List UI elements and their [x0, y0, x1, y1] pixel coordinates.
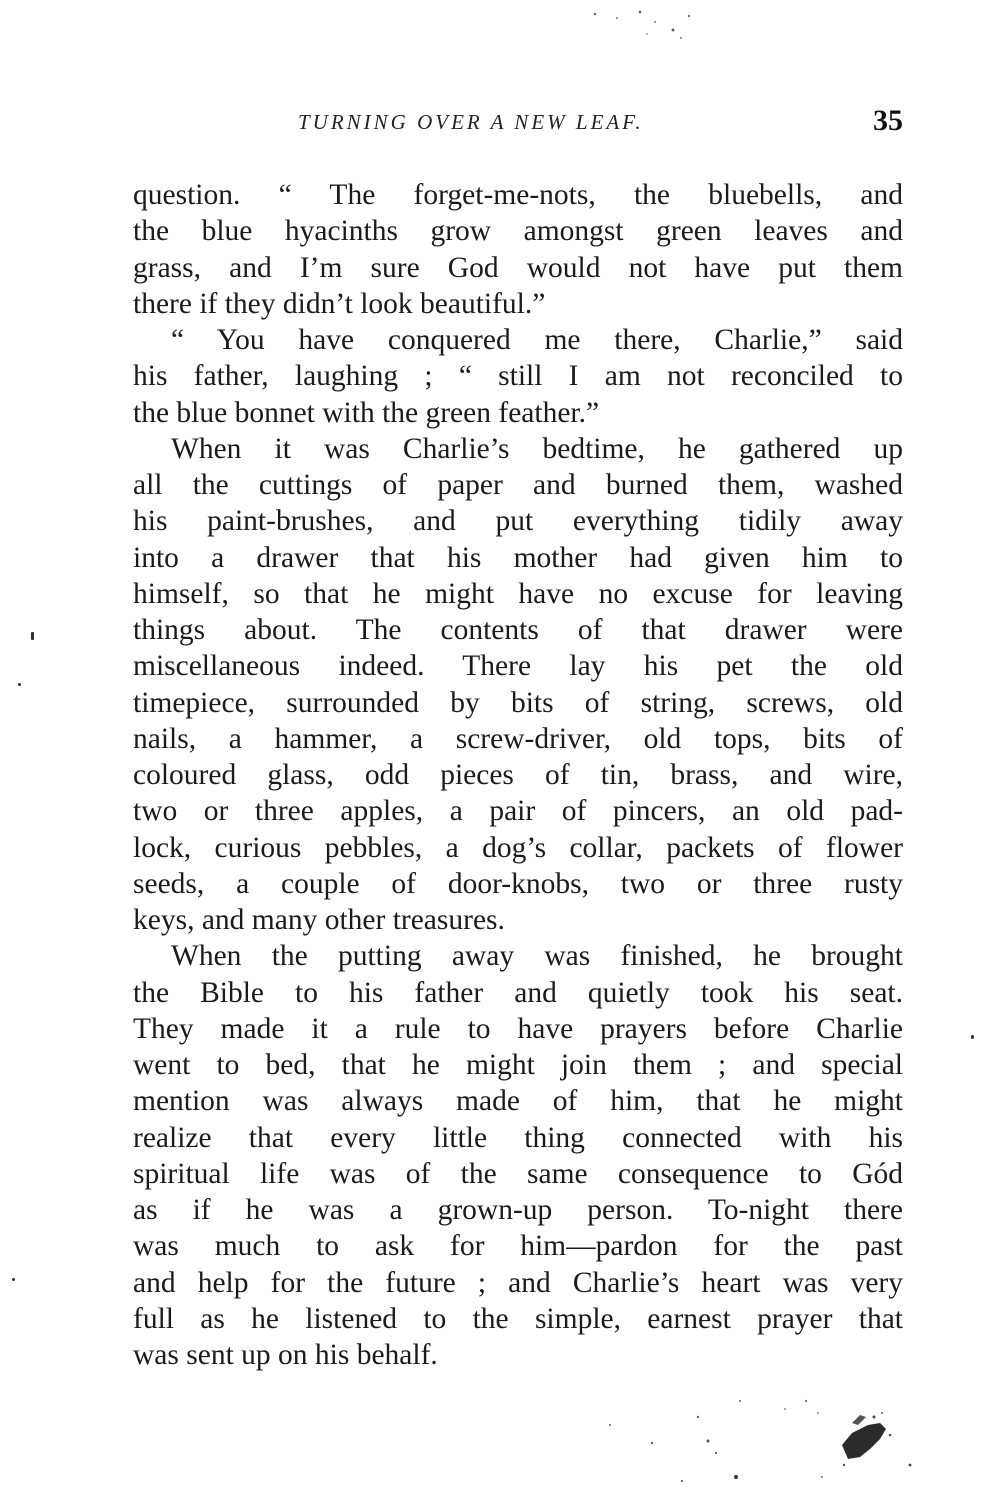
text-line: spiritual life was of the same consequence to Gód: [133, 1157, 903, 1190]
text-line: the Bible to his father and quietly took his seat.: [133, 976, 903, 1009]
top-speckle-smudge: [585, 8, 715, 48]
text-line: went to bed, that he might join them ; and special: [133, 1049, 903, 1081]
margin-speck: [31, 632, 34, 640]
text-line: keys, and many other treasures.: [133, 904, 505, 936]
text-line: all the cuttings of paper and burned them, washed: [133, 469, 903, 501]
text-line: full as he listened to the simple, earnest prayer that: [133, 1302, 903, 1335]
page-number: 35: [873, 104, 903, 137]
text-line: When the putting away was finished, he brought: [171, 940, 903, 973]
text-line: there if they didn’t look beautiful.”: [133, 287, 546, 320]
text-line: things about. The contents of that drawer were: [133, 614, 903, 646]
text-line: seeds, a couple of door-knobs, two or three rusty: [133, 867, 903, 900]
text-line: “ You have conquered me there, Charlie,” said: [171, 324, 903, 356]
text-line: the blue hyacinths grow amongst green leaves and: [133, 215, 903, 248]
bottom-ink-smudge: [590, 1395, 920, 1495]
text-line: miscellaneous indeed. There lay his pet the old: [133, 650, 903, 683]
text-line: coloured glass, odd pieces of tin, brass, and wire,: [133, 759, 903, 791]
text-line: was sent up on his behalf.: [133, 1339, 438, 1371]
text-line: mention was always made of him, that he might: [133, 1085, 903, 1118]
text-line: timepiece, surrounded by bits of string, screws, old: [133, 686, 903, 719]
text-line: nails, a hammer, a screw-driver, old tops, bits of: [133, 722, 903, 755]
text-line: grass, and I’m sure God would not have put them: [133, 251, 903, 284]
text-line: was much to ask for him—pardon for the past: [133, 1230, 903, 1263]
text-line: question. “ The forget-me-nots, the bluebells, and: [133, 179, 903, 211]
text-line: his paint-brushes, and put everything tidily away: [133, 505, 903, 538]
text-line: his father, laughing ; “ still I am not reconciled to: [133, 360, 903, 393]
text-line: realize that every little thing connected with his: [133, 1121, 903, 1154]
margin-speck: [18, 683, 21, 686]
margin-speck: [971, 1035, 974, 1039]
running-head-title: TURNING OVER A NEW LEAF.: [298, 110, 644, 134]
margin-speck: [12, 1278, 15, 1281]
text-line: the blue bonnet with the green feather.”: [133, 396, 600, 429]
text-line: and help for the future ; and Charlie’s heart was very: [133, 1266, 903, 1299]
text-line: as if he was a grown-up person. To-night there: [133, 1194, 903, 1226]
text-line: When it was Charlie’s bedtime, he gathered up: [171, 432, 903, 465]
text-line: two or three apples, a pair of pincers, an old pad-: [133, 795, 903, 828]
body-text: [133, 177, 903, 1373]
text-line: himself, so that he might have no excuse for leaving: [133, 577, 903, 610]
text-line: into a drawer that his mother had given him to: [133, 541, 903, 574]
text-line: They made it a rule to have prayers before Charlie: [133, 1012, 903, 1045]
text-line: lock, curious pebbles, a dog’s collar, packets of flower: [133, 831, 903, 864]
